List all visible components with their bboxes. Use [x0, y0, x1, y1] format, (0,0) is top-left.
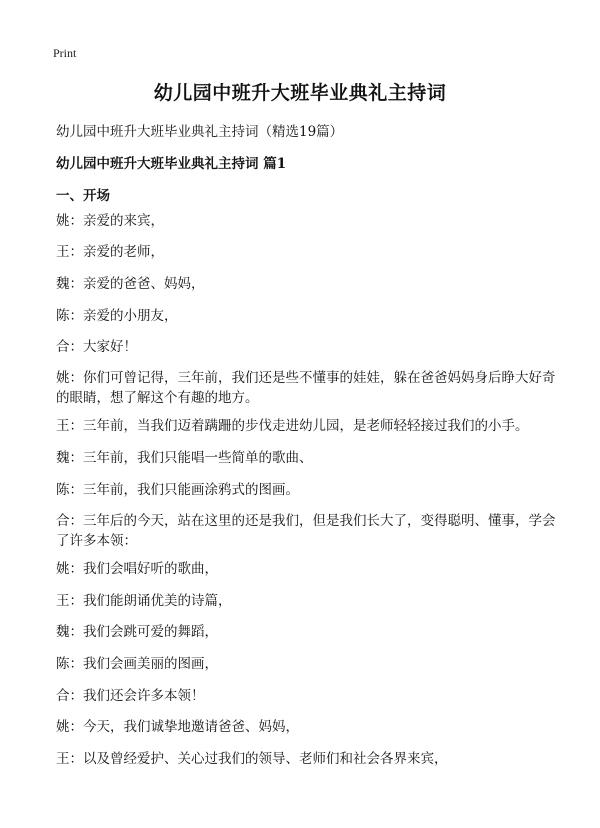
print-label[interactable]: Print [53, 46, 77, 60]
paragraph: 王：亲爱的老师， [56, 244, 164, 260]
paragraph: 王：以及曾经爱护、关心过我们的领导、老师们和社会各界来宾， [56, 751, 448, 767]
section-heading: 幼儿园中班升大班毕业典礼主持词 篇1 [56, 156, 287, 172]
document-title: 幼儿园中班升大班毕业典礼主持词 [153, 82, 447, 104]
paragraph: 魏：亲爱的爸爸、妈妈， [56, 276, 205, 292]
paragraph: 陈：亲爱的小朋友， [56, 308, 178, 324]
paragraph: 姚：你们可曾记得，三年前，我们还是些不懂事的娃娃，躲在爸爸妈妈身后睁大好奇的眼睛，想了解这个有趣的地方。 [56, 370, 556, 406]
paragraph: 陈：三年前，我们只能画涂鸦式的图画。 [56, 482, 299, 498]
paragraph: 合：我们还会许多本领！ [56, 688, 205, 704]
paragraph: 姚：亲爱的来宾， [56, 213, 164, 229]
paragraph: 魏：我们会跳可爱的舞蹈， [56, 624, 218, 640]
paragraph: 魏：三年前，我们只能唱一些简单的歌曲、 [56, 450, 313, 466]
paragraph: 合：大家好！ [56, 339, 137, 355]
paragraph: 姚：我们会唱好听的歌曲， [56, 561, 218, 577]
paragraph: 姚：今天，我们诚挚地邀请爸爸、妈妈， [56, 719, 299, 735]
paragraph: 合：三年后的今天，站在这里的还是我们，但是我们长大了，变得聪明、懂事，学会了许多本领： [56, 513, 556, 549]
paragraph: 王：三年前，当我们迈着蹒跚的步伐走进幼儿园，是老师轻轻接过我们的小手。 [56, 418, 529, 434]
paragraph: 陈：我们会画美丽的图画， [56, 656, 218, 672]
paragraph: 王：我们能朗诵优美的诗篇， [56, 593, 232, 609]
document-subtitle: 幼儿园中班升大班毕业典礼主持词（精选19篇） [56, 124, 344, 140]
part-heading: 一、开场 [56, 188, 110, 204]
